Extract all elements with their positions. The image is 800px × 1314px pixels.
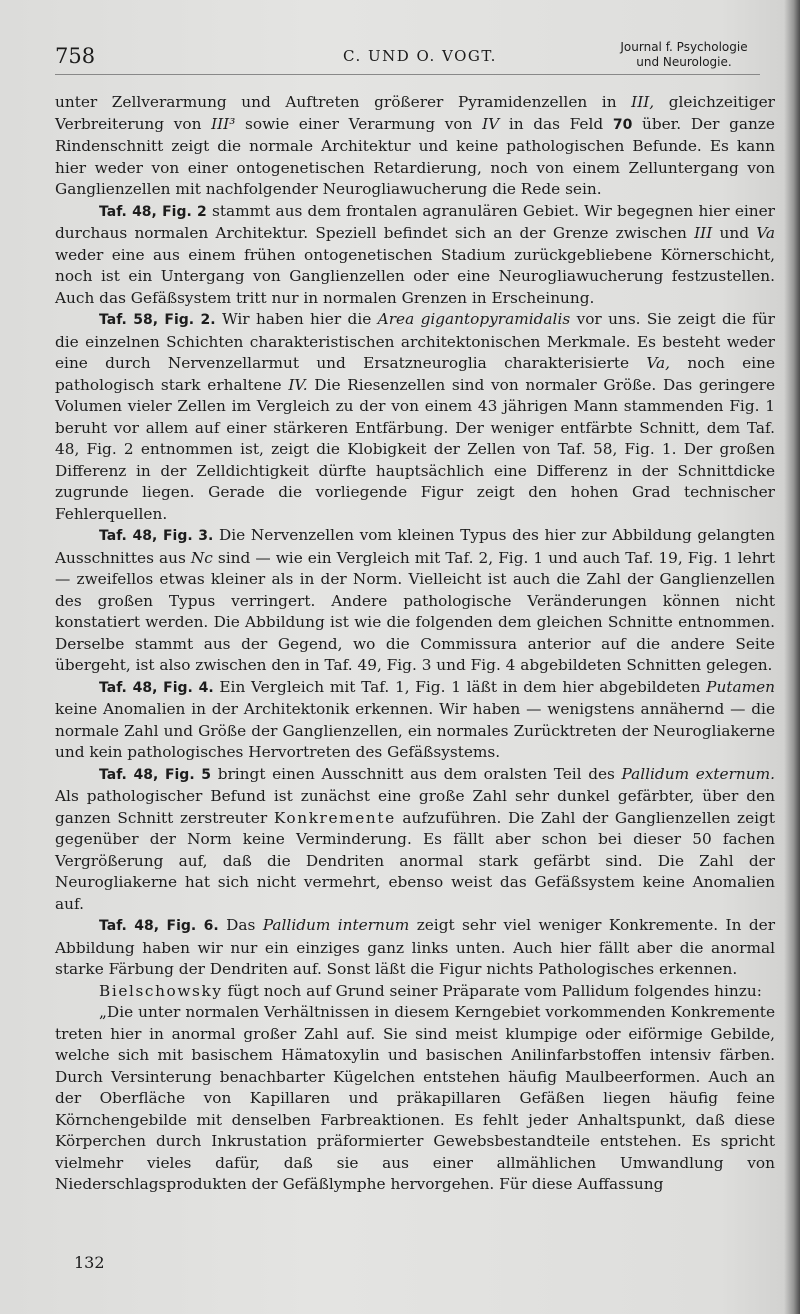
journal-name — [609, 40, 759, 70]
spaced-term: Bielschowsky — [99, 981, 223, 1000]
figure-reference: Taf. 48, Fig. 2 — [99, 203, 207, 220]
italic-term: III, — [631, 93, 655, 111]
paragraph — [55, 201, 775, 310]
text-run: weder eine aus einem frühen ontogenetischen Stadium zurückgebliebene Körnerschicht, noch ist ein Untergang von Ganglienzellen oder eine Neurogliawucherung festzustellen. Auch das Gefäßsystem tritt nur in normalen Grenzen in Erscheinung. — [55, 245, 775, 307]
text-run: Das — [218, 916, 263, 934]
body-text — [55, 92, 775, 1196]
paragraph — [55, 915, 775, 981]
italic-term: Pallidum externum. — [621, 764, 775, 783]
page-number: 758 — [55, 44, 96, 68]
paragraph — [55, 525, 775, 677]
paragraph — [55, 981, 775, 1003]
italic-term: Va, — [646, 354, 671, 372]
text-run: noch eine pathologisch stark erhaltene — [55, 354, 775, 394]
italic-term: Nc — [190, 548, 213, 567]
text-run: fügt noch auf Grund seiner Präparate vom Pallidum folgendes hinzu: — [222, 981, 762, 1000]
text-run: und — [712, 224, 757, 242]
text-run: sind — wie ein Vergleich mit Taf. 2, Fig. 1 und auch Taf. 19, Fig. 1 lehrt — zweifellos etwas kleiner als in der Norm. Vielleicht ist auch die Zahl der Ganglienzellen des großen Typus verringert. Andere pathologische Veränderungen können nicht konstatiert werden. Die Abbildung ist wie die folgenden dem gleichen Schnitte entnommen. Derselbe stammt aus der Gegend, wo die Commissura anterior auf die andere Seite übergeht, ist also zwischen den in Taf. 49, Fig. 3 und Fig. 4 abgebildeten Schnitten gelegen. — [55, 548, 776, 674]
running-head: C. UND O. VOGT. — [343, 47, 497, 65]
text-run: unter Zellverarmung und Auftreten größerer Pyramidenzellen in — [55, 93, 632, 111]
italic-term: IV — [482, 114, 500, 133]
text-run: Die Nervenzellen vom kleinen Typus des hier zur Abbildung gelangten Ausschnittes aus — [55, 526, 775, 567]
text-run: „Die unter normalen Verhältnissen in diesem Kerngebiet vorkommenden Konkremente treten hier in anormal großer Zahl auf. Sie sind meist klumpige oder eiförmige Gebilde, welche sich mit basischem Hämatoxylin und basischen Anilinfarbstoffen intensiv färben. Durch Versinterung benachbarter Kügelchen entstehen häufig Maulbeerformen. Auch an der Oberfläche von Kapillaren und präkapillaren Gefäßen liegen häufig feine Körnchengebilde mit denselben Farbreaktionen. Es fehlt jeder Anhaltspunkt, daß diese Körperchen durch Inkrustation präformierter Gewebsbestandteile entstehen. Es spricht vielmehr vieles dafür, daß sie aus einer allmählichen Umwandlung von Niederschlagsprodukten der Gefäßlymphe hervorgehen. Für diese Auffassung — [55, 1003, 775, 1193]
page-edge-shadow — [784, 0, 800, 1314]
header-rule — [55, 74, 760, 75]
text-run: vor uns. Sie zeigt die für die einzelnen Schichten charakteristischen architektonischen Merkmale. Es besteht weder eine durch Nervenzellarmut und Ersatzneuroglia charakterisierte — [55, 310, 775, 372]
figure-reference: Taf. 48, Fig. 5 — [99, 766, 212, 783]
text-run: Ein Vergleich mit Taf. 1, Fig. 1 läßt in dem hier abgebildeten — [213, 677, 707, 696]
paragraph — [55, 677, 775, 764]
text-run: in das Feld — [499, 114, 613, 133]
paragraph — [55, 764, 775, 916]
text-run: zeigt sehr viel weniger Konkremente. In der Abbildung haben wir nur ein einziges ganz links unten. Auch hier fällt aber die anormal starke Färbung der Dendriten auf. Sonst läßt die Figur nichts Pathologisches erkennen. — [55, 916, 776, 978]
figure-reference: Taf. 48, Fig. 6. — [99, 918, 219, 934]
paragraph — [55, 1002, 775, 1196]
journal-name-line1: Journal f. Psychologie — [620, 40, 748, 54]
text-run: Die Riesenzellen sind von normaler Größe. Das geringere Volumen vieler Zellen im Vergleich zu der von einem 43 jährigen Mann stammenden Fig. 1 beruht vor allem auf einer stärkeren Entfärbung. Der weniger entfärbte Schnitt, dem Taf. 48, Fig. 2 entnommen ist, zeigt die Klobigkeit der Zellen von Taf. 58, Fig. 1. Der großen Differenz in der Zelldichtigkeit dürfte hauptsächlich eine Differenz in der Schnittdicke zugrunde liegen. Gerade die vorliegende Figur zeigt den hohen Grad technischer Fehlerquellen. — [55, 375, 775, 523]
figure-reference: 70 — [612, 116, 633, 133]
italic-term: Pallidum internum — [262, 916, 410, 934]
italic-term: Area gigantopyramidalis — [377, 310, 571, 328]
text-run: Als pathologischer Befund ist zunächst eine große Zahl sehr dunkel gefärbter, über den ganzen Schnitt zerstreuter — [55, 787, 775, 827]
italic-term: Putamen — [706, 677, 775, 696]
paragraph — [55, 92, 775, 201]
figure-reference: Taf. 58, Fig. 2. — [99, 312, 216, 328]
text-run: stammt aus dem frontalen agranulären Gebiet. Wir begegnen hier einer durchaus normalen Architektur. Speziell befindet sich an der Grenze zwischen — [55, 201, 775, 242]
spaced-term: Konkremente — [273, 808, 396, 827]
text-run: bringt einen Ausschnitt aus dem oralsten Teil des — [211, 764, 622, 783]
italic-term: IV. — [288, 375, 308, 394]
text-run: Wir haben hier die — [215, 310, 378, 328]
text-run: aufzuführen. Die Zahl der Ganglienzellen zeigt gegenüber der Norm keine Verminderung. Es fällt aber schon bei dieser 50 fachen Vergrößerung auf, daß die Dendriten anormal stark gefärbt sind. Die Zahl der Neurogliakerne hat sich nicht vermehrt, ebenso weist das Gefäßsystem keine Anomalien auf. — [55, 808, 775, 913]
text-run: sowie einer Verarmung von — [235, 114, 483, 133]
italic-term: Va — [756, 224, 775, 242]
signature-mark: 132 — [74, 1253, 105, 1272]
figure-reference: Taf. 48, Fig. 3. — [99, 528, 214, 544]
italic-term: III — [694, 224, 713, 242]
text-run: über. Der ganze Rindenschnitt zeigt die normale Architektur und keine pathologischen Befunde. Es kann hier weder von einer ontogenetischen Retardierung, noch von einem Zelluntergang von Ganglienzellen mit nachfolgender Neurogliawucherung die Rede sein. — [55, 114, 775, 198]
paragraph — [55, 309, 775, 525]
text-run: keine Anomalien in der Architektonik erkennen. Wir haben — wenigstens annähernd — die normale Zahl und Größe der Ganglienzellen, ein normales Zurücktreten der Neurogliakerne und kein pathologisches Hervortreten des Gefäßsystems. — [55, 700, 775, 761]
text-run: gleichzeitiger Verbreiterung von — [55, 93, 775, 133]
figure-reference: Taf. 48, Fig. 4. — [99, 679, 214, 696]
journal-name-line2: und Neurologie. — [636, 55, 732, 69]
italic-term: III³ — [211, 114, 236, 133]
